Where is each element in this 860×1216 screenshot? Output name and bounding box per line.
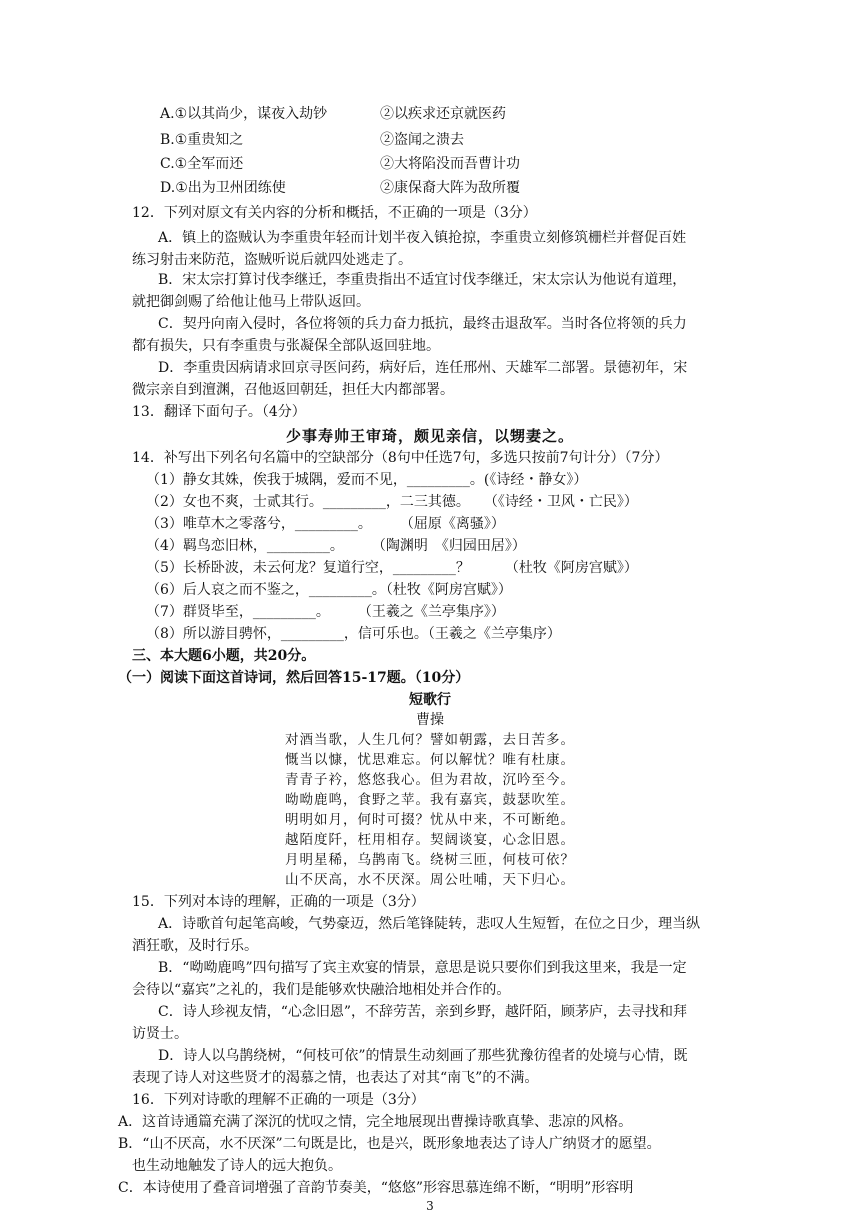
q14-stem: 14．补写出下列名句名篇中的空缺部分（8句中任选7句，多选只按前7句计分）（7分）	[132, 450, 669, 466]
q16-option-c: C．本诗使用了叠音词增强了音韵节奏美，“悠悠”形容思慕连绵不断，“明明”形容明	[118, 1180, 634, 1196]
poem-line: 慨当以慷，忧思难忘。何以解忧？唯有杜康。	[285, 752, 575, 768]
q16-stem: 16．下列对诗歌的理解不正确的一项是（3分）	[132, 1092, 425, 1108]
poem-line: 月明星稀，乌鹊南飞。绕树三匝，何枝可依？	[285, 852, 575, 868]
q15-option-b-cont: 会待以“嘉宾”之礼的，我们是能够欢快融洽地相处并合作的。	[132, 982, 511, 998]
q14-item-8: （8）所以游目骋怀，_________，信可乐也。（王羲之《兰亭集序）	[146, 626, 561, 642]
section-3-heading: 三、本大题6小题，共20分。	[132, 648, 316, 664]
q12-option-a-cont: 练习射击来防范，盗贼听说后就四处逃走了。	[132, 252, 412, 268]
poem-author: 曹操	[416, 712, 444, 728]
q15-option-b: B．“呦呦鹿鸣”四句描写了宾主欢宴的情景，意思是说只要你们到我这里来，我是一定	[158, 960, 687, 976]
q12-option-b: B．宋太宗打算讨伐李继迁，李重贵指出不适宜讨伐李继迁，宋太宗认为他说有道理，	[158, 272, 687, 288]
q11-option-c: C.①全军而还 ②大将陷没而吾曹计功	[160, 156, 520, 172]
q14-item-6: （6）后人哀之而不鉴之，_________。（杜牧《阿房宫赋》）	[146, 582, 512, 598]
part-1-heading: （一）阅读下面这首诗词，然后回答15-17题。（10分）	[118, 670, 470, 686]
q16-option-a: A．这首诗通篇充满了深沉的忧叹之情，完全地展现出曹操诗歌真挚、悲凉的风格。	[118, 1114, 633, 1130]
poem-line: 对酒当歌，人生几何？譬如朝露，去日苦多。	[285, 732, 575, 748]
q12-option-d: D．李重贵因病请求回京寻医问药，病好后，连任邢州、天雄军二部署。景德初年，宋	[158, 360, 688, 376]
q14-item-4: （4）羁鸟恋旧林，_________。 （陶渊明 《归园田居》）	[146, 538, 526, 554]
q14-item-3: （3）唯草木之零落兮，_________。 （屈原《离骚》）	[146, 516, 505, 532]
poem-title: 短歌行	[409, 692, 451, 708]
q14-item-1: （1）静女其姝，俟我于城隅，爱而不见，_________。(《诗经・静女》）	[146, 472, 588, 488]
poem-line: 山不厌高，水不厌深。周公吐哺，天下归心。	[285, 872, 575, 888]
q15-stem: 15．下列对本诗的理解，正确的一项是（3分）	[132, 894, 425, 910]
q11-option-d: D.①出为卫州团练使 ②康保裔大阵为敌所覆	[160, 180, 520, 196]
q16-option-b: B．“山不厌高，水不厌深”二句既是比，也是兴，既形象地表达了诗人广纳贤才的愿望。	[118, 1136, 661, 1152]
q11-option-a: A.①以其尚少，谋夜入劫钞 ②以疾求还京就医药	[160, 106, 506, 122]
q13-sentence: 少事寿帅王审琦，颇见亲信，以甥妻之。	[285, 427, 574, 445]
q15-option-d: D．诗人以乌鹊绕树，“何枝可依”的情景生动刻画了那些犹豫彷徨者的处境与心情，既	[158, 1048, 688, 1064]
q16-option-b-cont: 也生动地触发了诗人的远大抱负。	[132, 1158, 342, 1174]
q15-option-c-cont: 访贤士。	[132, 1026, 188, 1042]
q12-stem: 12．下列对原文有关内容的分析和概括，不正确的一项是（3分）	[132, 205, 537, 221]
q15-option-c: C．诗人珍视友情，“心念旧恩”，不辞劳苦，亲到乡野，越阡陌，顾茅庐，去寻找和拜	[158, 1004, 688, 1020]
poem-line: 明明如月，何时可掇？忧从中来，不可断绝。	[285, 812, 575, 828]
page-number: 3	[426, 1199, 434, 1213]
q14-item-7: （7）群贤毕至，_________。 （王羲之《兰亭集序》）	[146, 604, 505, 620]
poem-line: 呦呦鹿鸣，食野之苹。我有嘉宾，鼓瑟吹笙。	[285, 792, 575, 808]
q13-stem: 13．翻译下面句子。（4分）	[132, 404, 306, 420]
q12-option-d-cont: 微宗亲自到澶渊，召他返回朝廷，担任大内都部署。	[132, 382, 454, 398]
poem-line: 越陌度阡，枉用相存。契阔谈宴，心念旧恩。	[285, 832, 575, 848]
q12-option-b-cont: 就把御剑赐了给他让他马上带队返回。	[132, 294, 370, 310]
q12-option-c-cont: 都有损失，只有李重贵与张凝保全部队返回驻地。	[132, 338, 440, 354]
q14-item-5: （5）长桥卧波，未云何龙？复道行空，_________？ （杜牧《阿房宫赋》）	[146, 560, 638, 576]
q11-option-b: B.①重贵知之 ②盗闻之溃去	[160, 132, 464, 148]
q15-option-a: A．诗歌首句起笔高峻，气势豪迈，然后笔锋陡转，悲叹人生短暂，在位之日少，理当纵	[158, 916, 701, 932]
q12-option-c: C．契丹向南入侵时，各位将领的兵力奋力抵抗，最终击退敌军。当时各位将领的兵力	[158, 316, 687, 332]
q15-option-d-cont: 表现了诗人对这些贤才的渴慕之情，也表达了对其“南飞”的不满。	[132, 1070, 539, 1086]
q14-item-2: （2）女也不爽，士贰其行。_________，二三其德。 （《诗经・卫风・亡民》）	[146, 494, 638, 510]
poem-line: 青青子衿，悠悠我心。但为君故，沉吟至今。	[285, 772, 575, 788]
q15-option-a-cont: 酒狂歌，及时行乐。	[132, 938, 258, 954]
q12-option-a: A．镇上的盗贼认为李重贵年轻而计划半夜入镇抢掠，李重贵立刻修筑栅栏并督促百姓	[158, 230, 687, 246]
